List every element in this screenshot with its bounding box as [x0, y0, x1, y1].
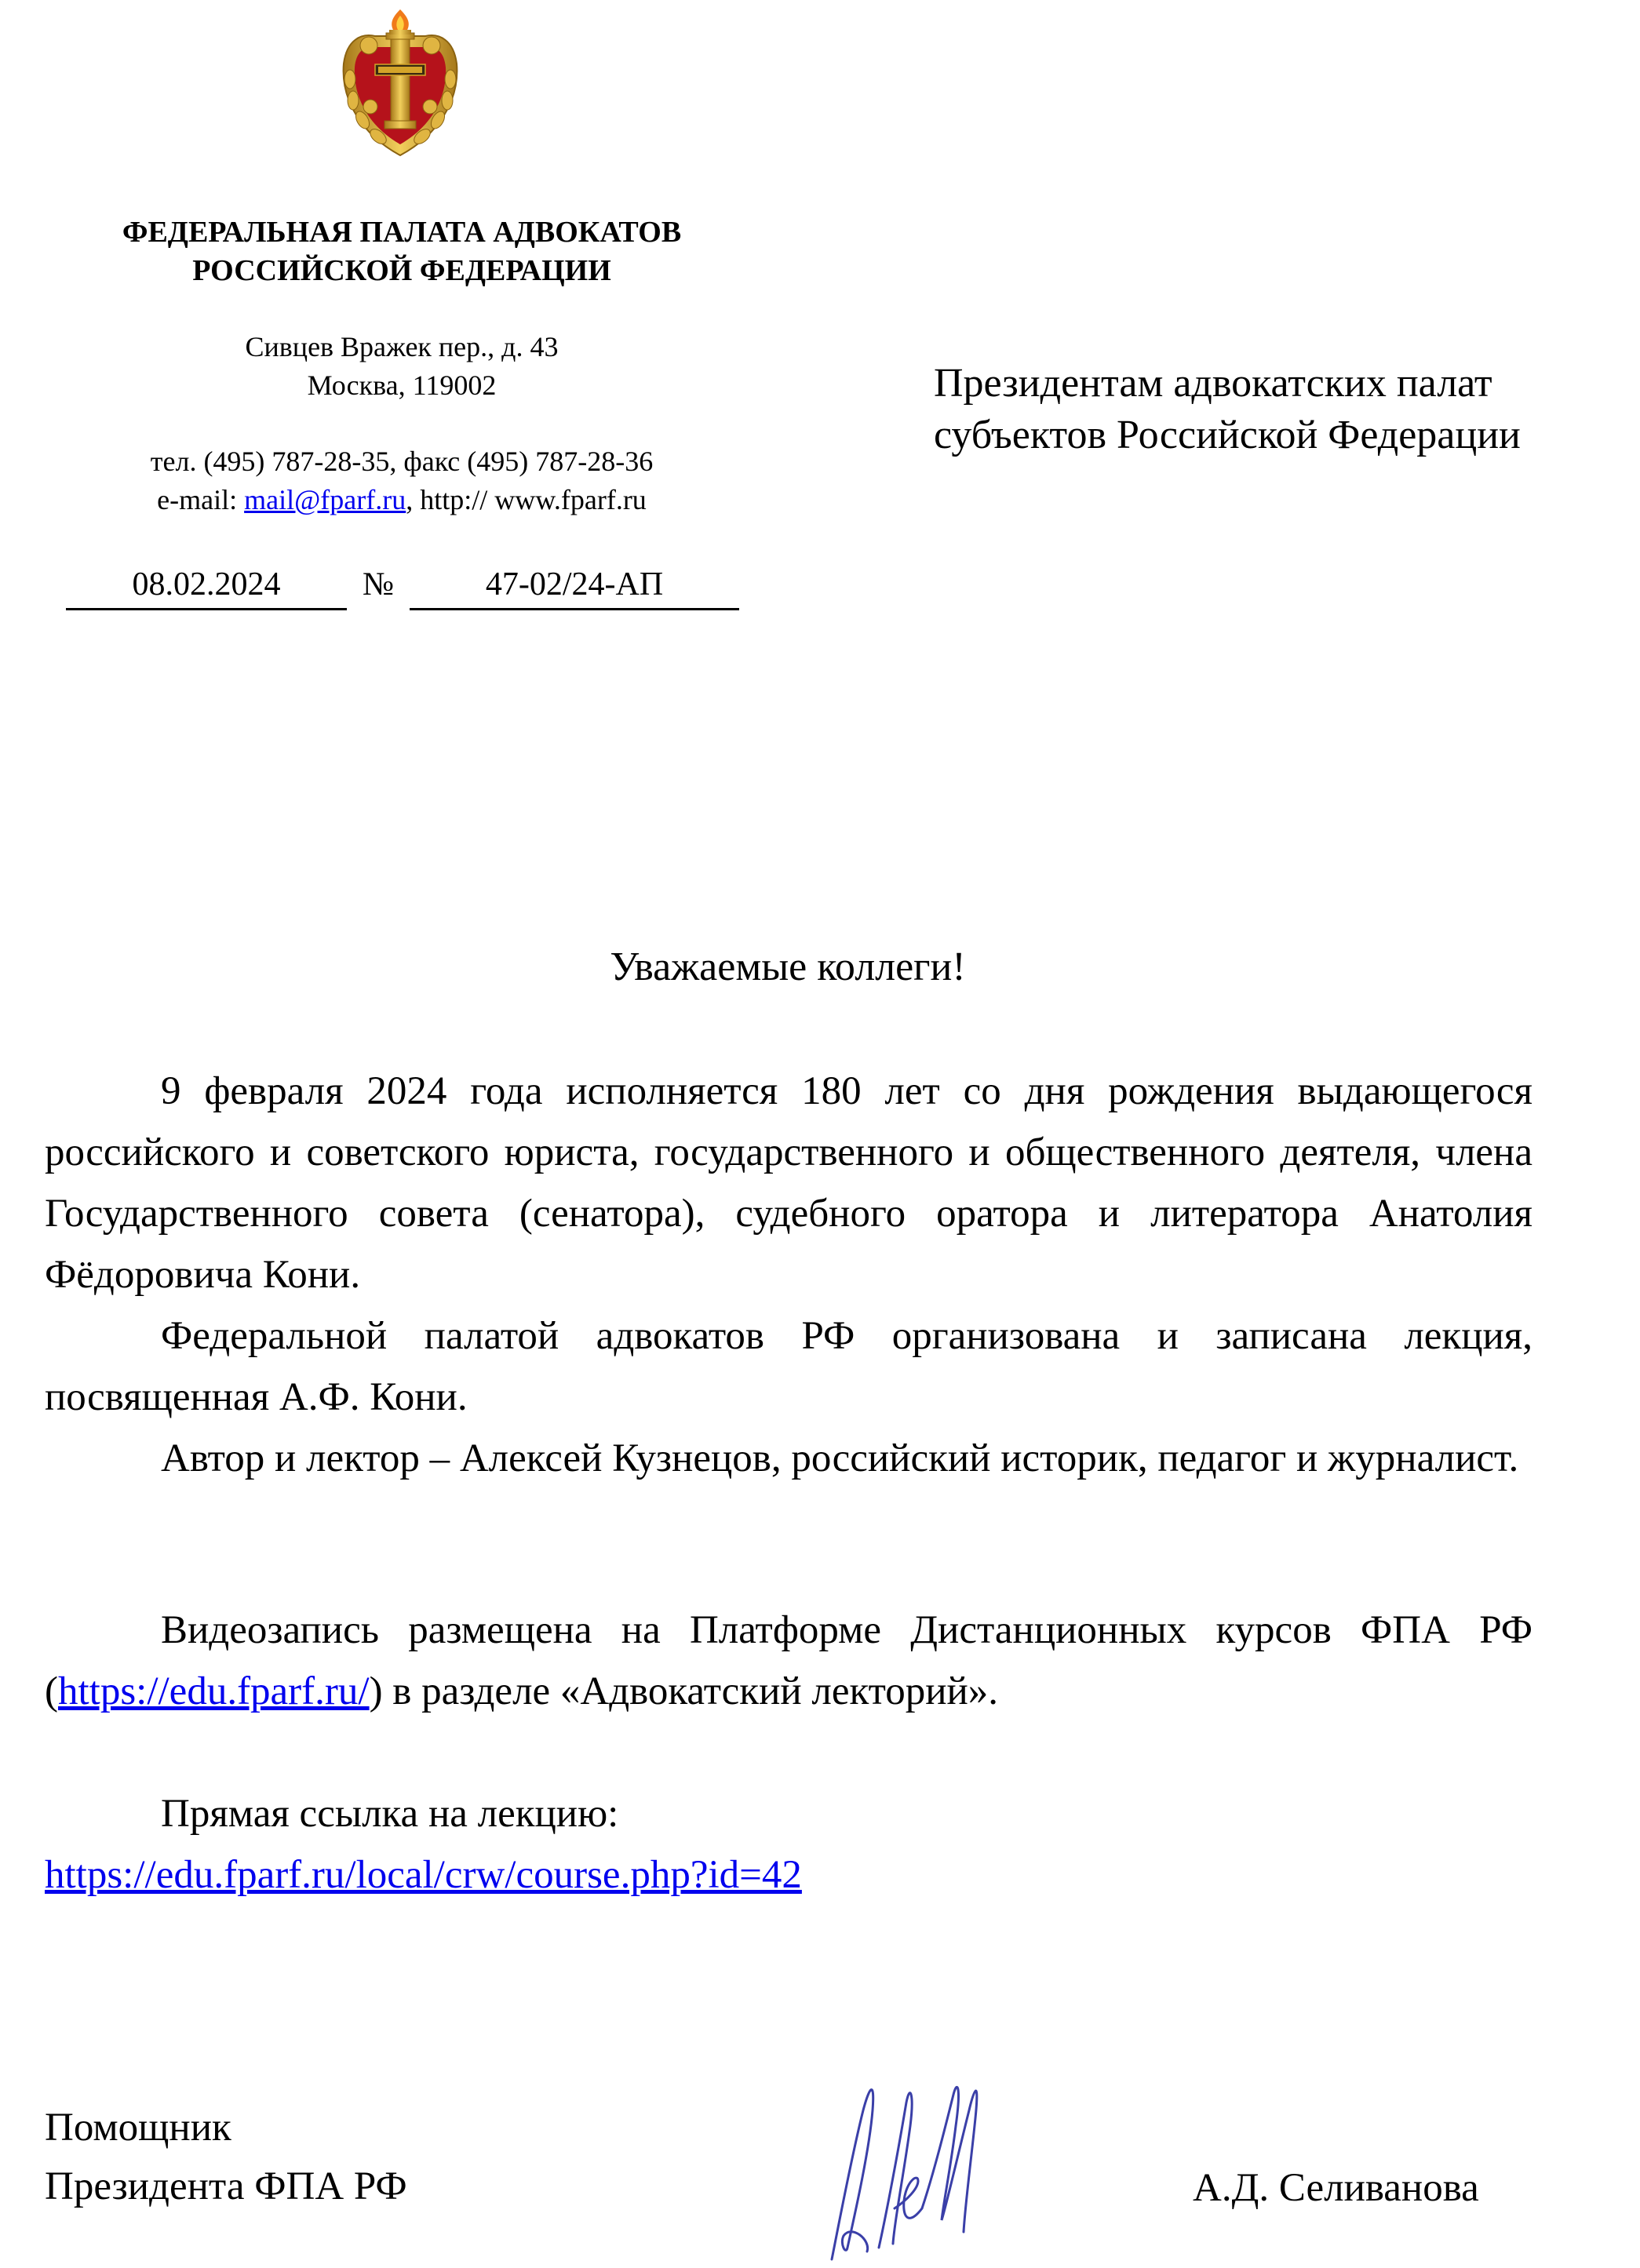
paragraph-lecture: Федеральной палатой адвокатов РФ организована и записана лекция, посвященная А.Ф. Кони.	[45, 1314, 1532, 1419]
salutation: Уважаемые коллеги!	[610, 945, 966, 989]
platform-link[interactable]: https://edu.fparf.ru/	[57, 1669, 370, 1713]
recipient-line1: Президентам адвокатских палат	[934, 361, 1492, 406]
direct-link-label: Прямая ссылка на лекцию:	[161, 1792, 619, 1836]
paragraph-platform	[45, 1600, 1532, 1722]
paragraph-author: Автор и лектор – Алексей Кузнецов, российский историк, педагог и журналист.	[161, 1436, 1519, 1480]
lecture-link[interactable]: https://edu.fparf.ru/local/crw/course.php?id=42	[45, 1853, 802, 1897]
registration-date: 08.02.2024	[66, 561, 347, 610]
address-street: Сивцев Вражек пер., д. 43	[245, 331, 559, 362]
letter-body-main	[45, 1061, 1532, 1489]
recipient-line2: субъектов Российской Федерации	[934, 413, 1521, 457]
letter-body-platform	[45, 1600, 1532, 1722]
signatory-name: А.Д. Селиванова	[1193, 2166, 1479, 2210]
position-line1: Помощник	[45, 2106, 231, 2150]
registration-line	[66, 561, 739, 610]
registration-number: 47-02/24-АП	[410, 561, 739, 610]
signatory-position	[45, 2099, 407, 2216]
email-website-line	[31, 481, 772, 519]
position-line2: Президента ФПА РФ	[45, 2164, 407, 2208]
org-name-line1: ФЕДЕРАЛЬНАЯ ПАЛАТА АДВОКАТОВ	[122, 216, 682, 249]
platform-text-prefix: Видеозапись размещена на Платформе Дистанционных курсов ФПА РФ (	[45, 1608, 1532, 1713]
address-city: Москва, 119002	[307, 370, 497, 401]
phone-fax: тел. (495) 787-28-35, факс (495) 787-28-36	[150, 446, 654, 477]
postal-address	[31, 328, 772, 405]
org-name-line2: РОССИЙСКОЙ ФЕДЕРАЦИИ	[192, 254, 611, 287]
number-sign: №	[362, 566, 395, 602]
recipient-block	[934, 358, 1521, 461]
paragraph-anniversary: 9 февраля 2024 года исполняется 180 лет со дня рождения выдающегося российского и советского юриста, государственного и общественного деятеля, члена Государственного совета (сенатора), судебного оратора и литератора Анатолия Фёдоровича Кони.	[45, 1069, 1532, 1297]
platform-text-suffix: ) в разделе «Адвокатский лекторий».	[369, 1669, 999, 1713]
contact-info	[31, 442, 772, 519]
email-link[interactable]: mail@fparf.ru	[244, 484, 406, 515]
letter-body-direct-link	[45, 1783, 1532, 1906]
email-label: e-mail:	[157, 484, 245, 515]
handwritten-signature	[808, 2063, 1059, 2267]
website: , http:// www.fparf.ru	[406, 484, 647, 515]
direct-link-line	[45, 1844, 1532, 1906]
organization-name	[31, 213, 772, 290]
fpa-emblem-logo	[330, 5, 471, 162]
